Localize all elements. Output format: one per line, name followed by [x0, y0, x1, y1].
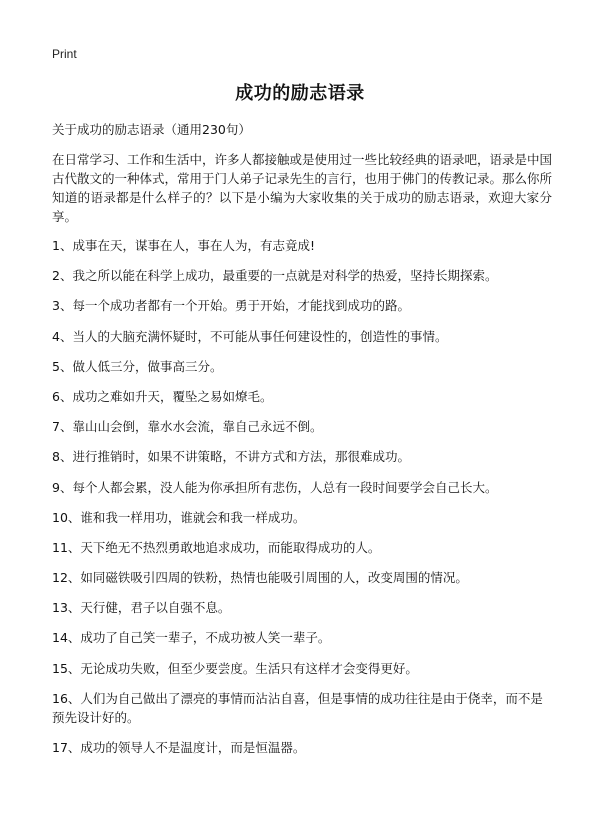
quote-item: 13、天行健，君子以自强不息。 [52, 600, 231, 616]
page-title: 成功的励志语录 [235, 83, 365, 104]
quote-item: 12、如同磁铁吸引四周的铁粉，热情也能吸引周围的人，改变周围的情况。 [52, 570, 468, 586]
quote-item: 15、无论成功失败，但至少要尝度。生活只有这样才会变得更好。 [52, 660, 418, 676]
quote-item: 11、天下绝无不热烈勇敢地追求成功，而能取得成功的人。 [52, 539, 381, 555]
quote-item: 6、成功之难如升天，覆坠之易如燎毛。 [52, 388, 273, 404]
quote-item: 10、谁和我一样用功，谁就会和我一样成功。 [52, 509, 306, 525]
quote-item: 4、当人的大脑充满怀疑时，不可能从事任何建设性的，创造性的事情。 [52, 328, 448, 344]
quote-item: 9、每个人都会累，没人能为你承担所有悲伤，人总有一段时间要学会自己长大。 [52, 479, 498, 495]
quote-item: 1、成事在天，谋事在人，事在人为，有志竟成! [52, 238, 315, 253]
quote-item: 7、靠山山会倒，靠水水会流，靠自己永远不倒。 [52, 419, 323, 435]
quote-item: 2、我之所以能在科学上成功，最重要的一点就是对科学的热爱，坚持长期探索。 [52, 268, 498, 284]
quote-item: 8、进行推销时，如果不讲策略，不讲方式和方法，那很难成功。 [52, 449, 410, 465]
quote-item: 16、人们为自己做出了漂亮的事情而沾沾自喜，但是事情的成功往往是由于侥幸，而不是预先设计好的。 [52, 690, 543, 725]
quote-item: 14、成功了自己笑一辈子，不成功被人笑一辈子。 [52, 630, 331, 646]
print-link[interactable]: Print [52, 47, 77, 61]
document-subtitle: 关于成功的励志语录（通用230句） [52, 122, 251, 137]
intro-paragraph: 在日常学习、工作和生活中，许多人都接触或是使用过一些比较经典的语录吧，语录是中国古代散文的一种体式，常用于门人弟子记录先生的言行，也用于佛门的传教记录。那么你所知道的语录都是什么样子的？以下是小编为大家收集的关于成功的励志语录，欢迎大家分享。 [52, 152, 553, 224]
quote-item: 17、成功的领导人不是温度计，而是恒温器。 [52, 740, 306, 755]
quote-item: 3、每一个成功者都有一个开始。勇于开始，才能找到成功的路。 [52, 298, 410, 314]
quote-item: 5、做人低三分，做事高三分。 [52, 358, 223, 374]
quote-list [52, 236, 552, 757]
